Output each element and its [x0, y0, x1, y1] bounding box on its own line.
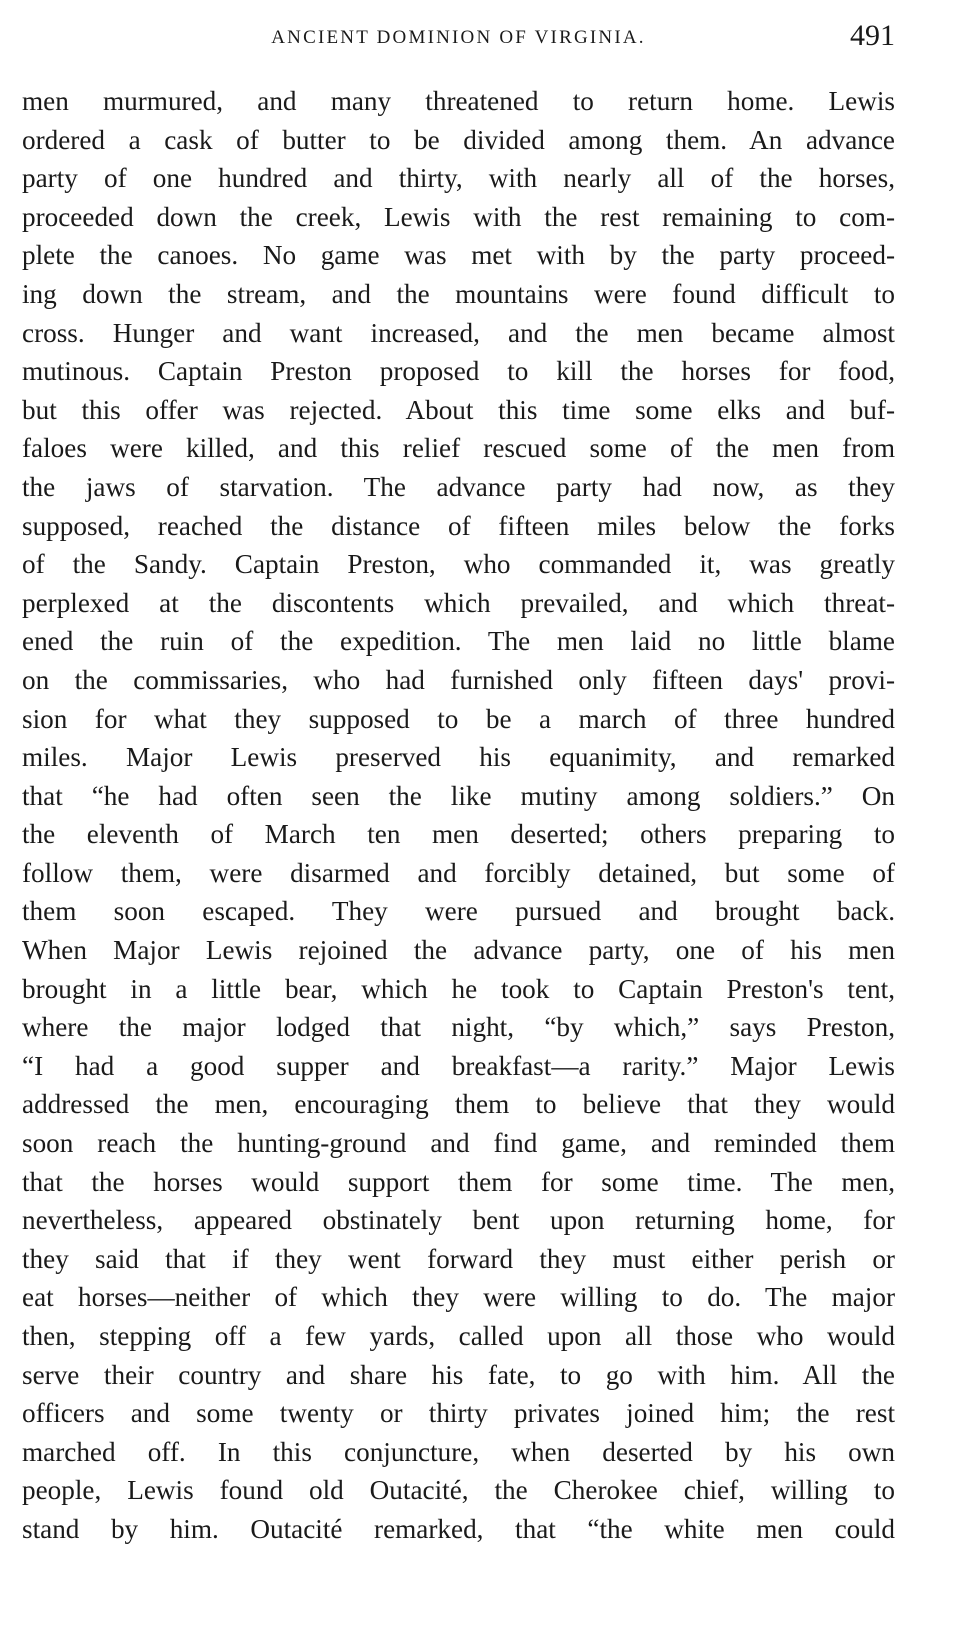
text-line: ened the ruin of the expedition. The men laid no little blame: [22, 626, 895, 657]
text-line: them soon escaped. They were pursued and brought back.: [22, 896, 895, 927]
text-line: addressed the men, encouraging them to believe that they would: [22, 1089, 895, 1120]
text-line: ing down the stream, and the mountains were found difficult to: [22, 278, 895, 309]
text-line: mutinous. Captain Preston proposed to kill the horses for food,: [22, 356, 895, 387]
text-line: on the commissaries, who had furnished only fifteen days' provi-: [22, 664, 895, 695]
text-line: nevertheless, appeared obstinately bent upon returning home, for: [22, 1205, 895, 1236]
text-line: stand by him. Outacité remarked, that “the white men could: [22, 1513, 895, 1544]
text-line: “I had a good supper and breakfast—a rarity.” Major Lewis: [22, 1050, 895, 1081]
text-line: miles. Major Lewis preserved his equanimity, and remarked: [22, 742, 895, 773]
text-line: they said that if they went forward they must either perish or: [22, 1243, 895, 1274]
text-line: men murmured, and many threatened to return home. Lewis: [22, 86, 895, 116]
text-line: cross. Hunger and want increased, and the men became almost: [22, 317, 895, 348]
text-line: that the horses would support them for some time. The men,: [22, 1166, 895, 1197]
text-line: soon reach the hunting-ground and find game, and reminded them: [22, 1128, 895, 1159]
text-line: brought in a little bear, which he took to Captain Preston's tent,: [22, 973, 895, 1004]
page-number: 491: [850, 19, 895, 52]
text-line: then, stepping off a few yards, called upon all those who would: [22, 1321, 895, 1351]
text-line: serve their country and share his fate, to go with him. All the: [22, 1359, 895, 1390]
text-line: the jaws of starvation. The advance party had now, as they: [22, 471, 895, 502]
text-line: of the Sandy. Captain Preston, who commanded it, was greatly: [22, 549, 895, 580]
text-line: but this offer was rejected. About this time some elks and buf-: [22, 394, 895, 425]
text-line: party of one hundred and thirty, with nearly all of the horses,: [22, 163, 895, 194]
text-line: faloes were killed, and this relief rescued some of the men from: [22, 433, 895, 464]
running-head: [22, 18, 895, 58]
text-line: When Major Lewis rejoined the advance party, one of his men: [22, 935, 895, 966]
text-line: people, Lewis found old Outacité, the Cherokee chief, willing to: [22, 1475, 895, 1506]
text-line: proceeded down the creek, Lewis with the rest remaining to com-: [22, 201, 895, 232]
text-line: follow them, were disarmed and forcibly detained, but some of: [22, 857, 895, 888]
text-line: supposed, reached the distance of fifteen miles below the forks: [22, 510, 895, 541]
text-line: that “he had often seen the like mutiny among soldiers.” On: [22, 780, 895, 811]
text-line: eat horses—neither of which they were willing to do. The major: [22, 1282, 895, 1313]
text-line: where the major lodged that night, “by which,” says Preston,: [22, 1012, 895, 1043]
text-line: sion for what they supposed to be a march of three hundred: [22, 703, 895, 734]
text-line: the eleventh of March ten men deserted; others preparing to: [22, 819, 895, 850]
text-line: ordered a cask of butter to be divided among them. An advance: [22, 124, 895, 155]
text-line: plete the canoes. No game was met with by the party proceed-: [22, 240, 895, 271]
text-line: marched off. In this conjuncture, when deserted by his own: [22, 1436, 895, 1467]
text-line: officers and some twenty or thirty privates joined him; the rest: [22, 1398, 895, 1429]
running-title: ANCIENT DOMINION OF VIRGINIA.: [271, 27, 646, 48]
body-text: [22, 82, 895, 1549]
text-line: perplexed at the discontents which prevailed, and which threat-: [22, 587, 895, 618]
